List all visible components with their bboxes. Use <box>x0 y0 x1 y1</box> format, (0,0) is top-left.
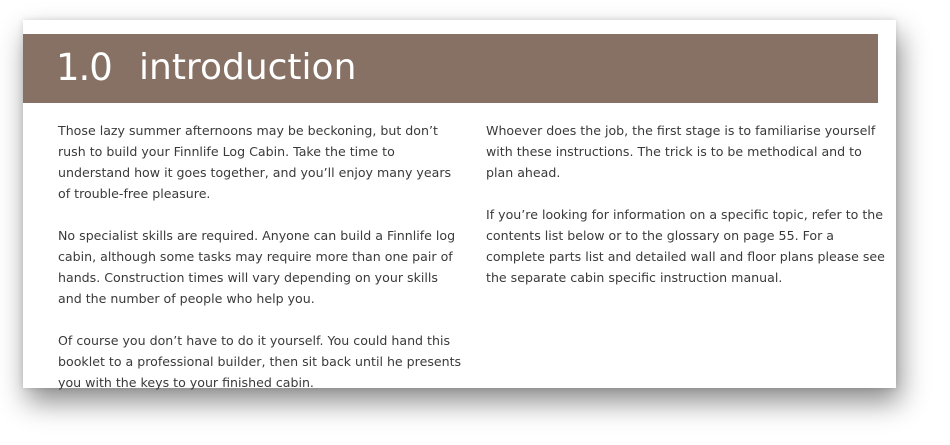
section-header <box>23 34 878 103</box>
section-number: 1.0 <box>56 46 112 89</box>
section-title: introduction <box>139 47 357 88</box>
paragraph: Those lazy summer afternoons may be beckoning, but don’t rush to build your Finnlife Log Cabin. Take the time to understand how it goes together, and you’ll enjoy many years of trouble-free pleasure. <box>58 123 452 201</box>
paragraph: No specialist skills are required. Anyone can build a Finnlife log cabin, although some tasks may require more than one pair of hands. Construction times will vary depending on your skills and the number of people who help you. <box>58 228 456 306</box>
paragraph: If you’re looking for information on a specific topic, refer to the contents list below or to the glossary on page 55. For a complete parts list and detailed wall and floor plans please see the separate cabin specific instruction manual. <box>486 207 885 285</box>
right-column <box>486 120 891 309</box>
paragraph: Whoever does the job, the first stage is to familiarise yourself with these instructions. The trick is to be methodical and to plan ahead. <box>486 123 876 180</box>
left-column <box>58 120 463 414</box>
paragraph: Of course you don’t have to do it yourself. You could hand this booklet to a professional builder, then sit back until he presents you with the keys to your finished cabin. <box>58 333 462 390</box>
document-page <box>23 20 896 388</box>
